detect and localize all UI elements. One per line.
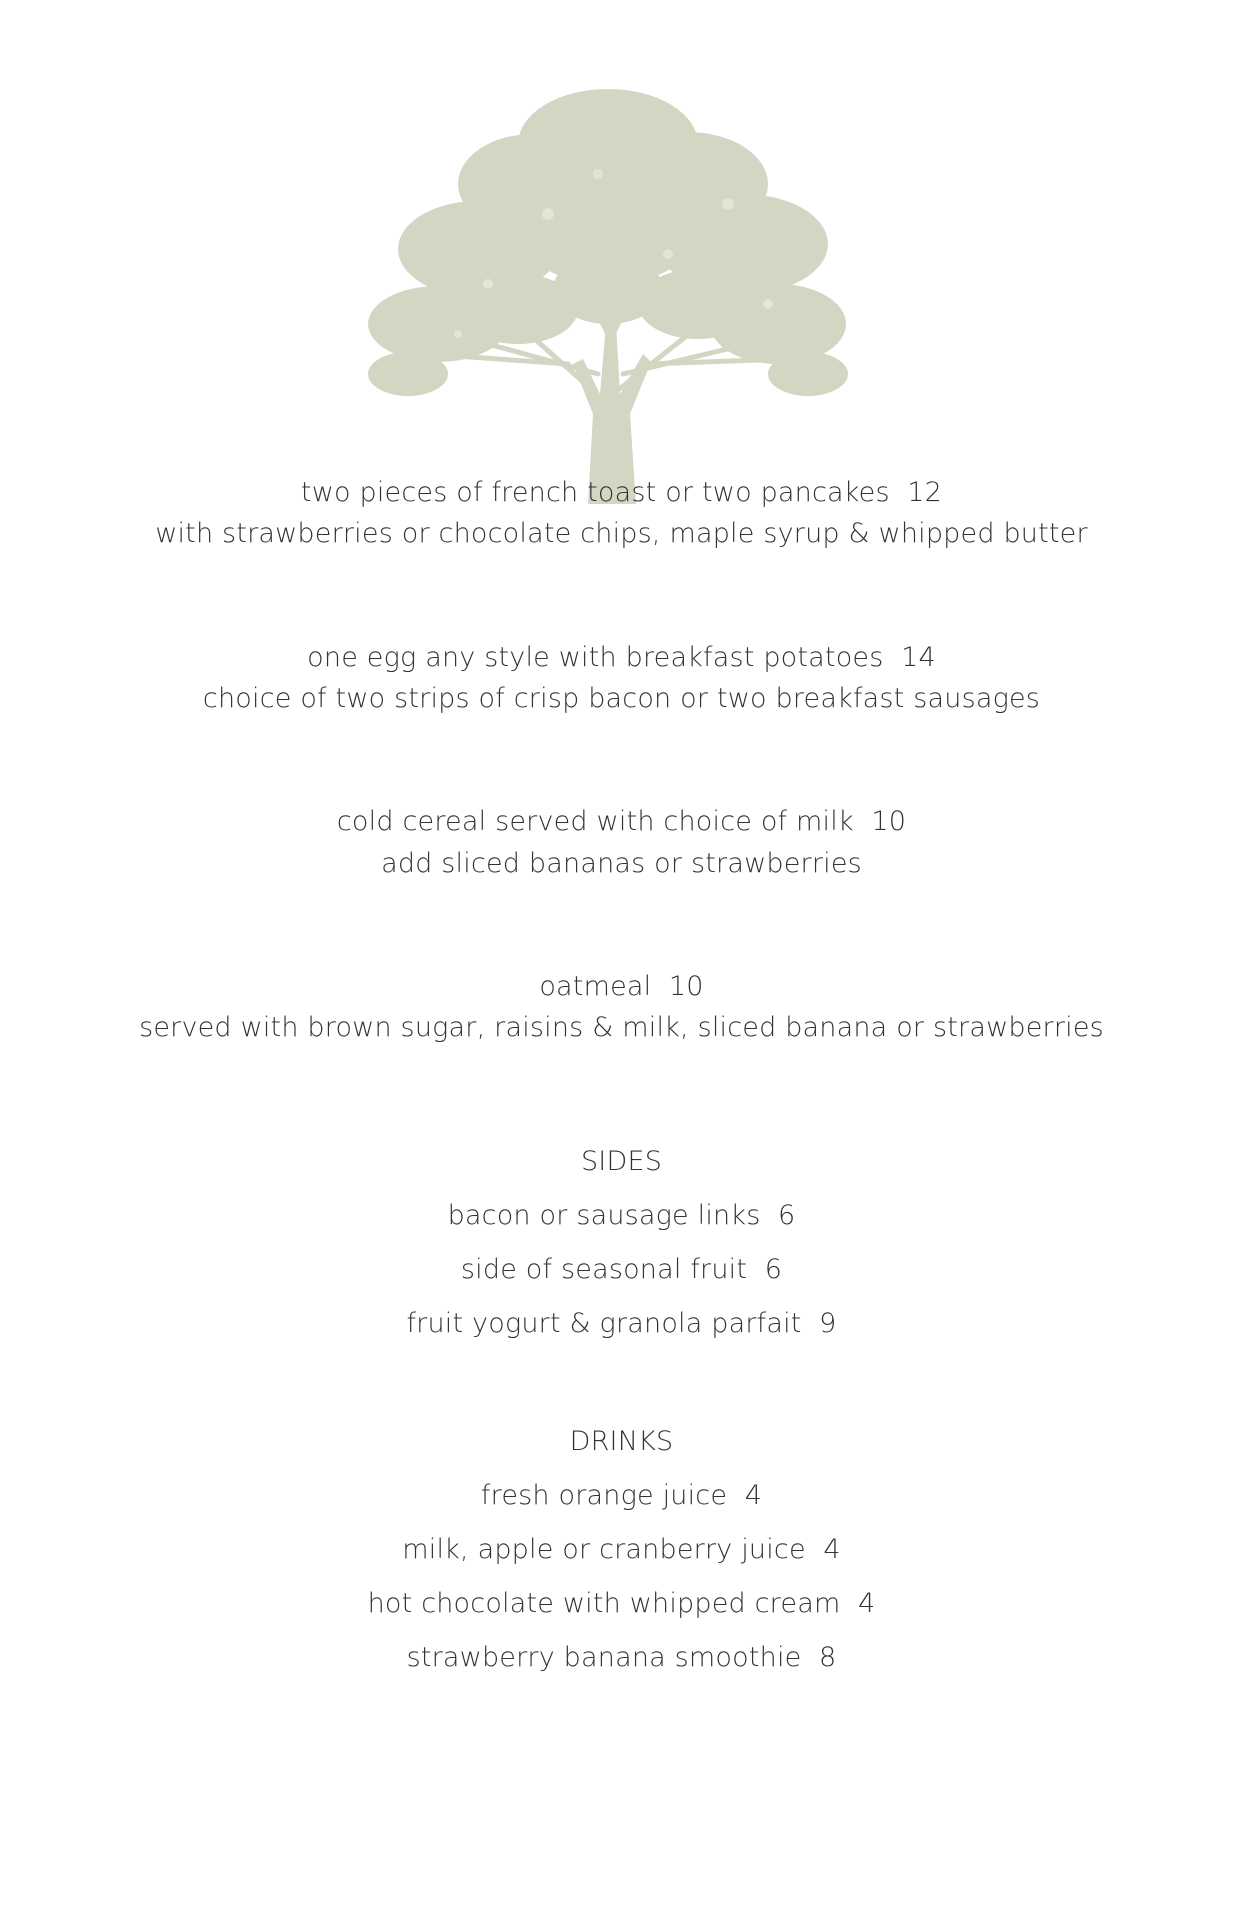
menu-item-title: one egg any style with breakfast potatoes 14 bbox=[307, 642, 936, 673]
side-item: bacon or sausage links 6 bbox=[447, 1200, 796, 1231]
menu-item-title: oatmeal 10 bbox=[539, 971, 704, 1002]
sides-heading: SIDES bbox=[580, 1146, 663, 1177]
side-item: fruit yogurt & granola parfait 9 bbox=[406, 1308, 837, 1339]
tree-illustration-icon bbox=[368, 74, 848, 504]
menu-item-title: two pieces of french toast or two pancakes 12 bbox=[300, 477, 943, 508]
drink-item: strawberry banana smoothie 8 bbox=[406, 1642, 837, 1673]
drink-item: milk, apple or cranberry juice 4 bbox=[402, 1534, 841, 1565]
menu-item-description: served with brown sugar, raisins & milk, sliced banana or strawberries bbox=[139, 1012, 1104, 1043]
side-item: side of seasonal fruit 6 bbox=[460, 1254, 783, 1285]
menu-item-description: with strawberries or chocolate chips, maple syrup & whipped butter bbox=[155, 518, 1088, 549]
drink-item: fresh orange juice 4 bbox=[480, 1480, 763, 1511]
drinks-heading: DRINKS bbox=[569, 1426, 674, 1457]
menu-item-title: cold cereal served with choice of milk 10 bbox=[336, 806, 907, 837]
menu-item-description: choice of two strips of crisp bacon or two breakfast sausages bbox=[202, 683, 1041, 714]
menu-item-description: add sliced bananas or strawberries bbox=[381, 848, 862, 879]
drink-item: hot chocolate with whipped cream 4 bbox=[367, 1588, 876, 1619]
